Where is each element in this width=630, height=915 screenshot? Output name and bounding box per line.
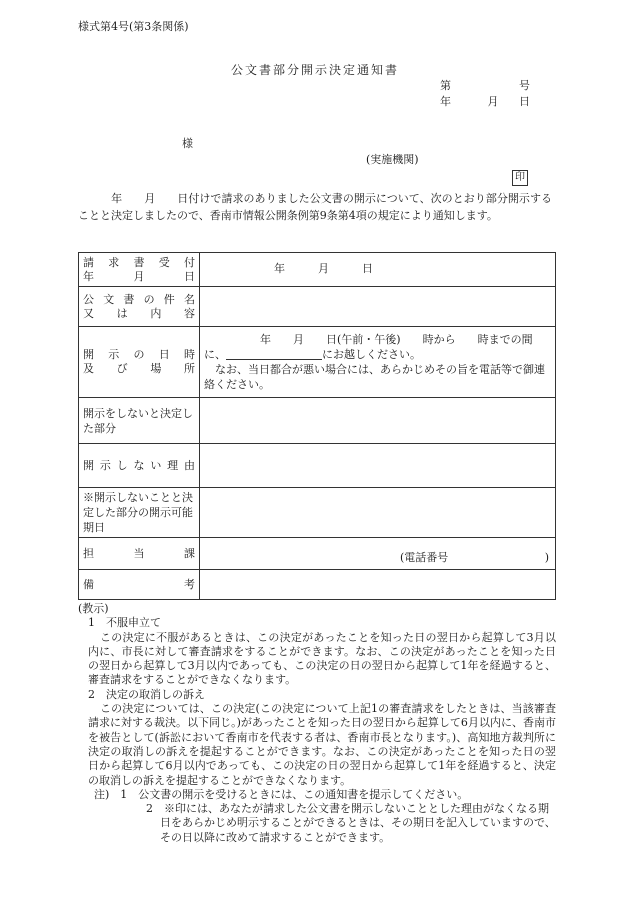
date-year: 年 — [440, 95, 451, 108]
receipt-date-value: 年 月 日 — [274, 262, 373, 276]
table-row — [79, 398, 556, 444]
disclosure-place-suffix: にお越しください。 — [322, 348, 421, 361]
decision-table — [78, 252, 556, 600]
nondisclosure-reason-label: 開示しない理由 — [83, 458, 195, 472]
instructions — [78, 602, 556, 845]
seal-mark: 印 — [512, 170, 528, 186]
form-number: 様式第4号(第3条関係) — [78, 20, 189, 33]
table-row — [79, 570, 556, 600]
addressee-suffix: 様 — [182, 137, 193, 150]
disclosable-date-label: ※開示しないことと決定した部分の開示可能期日 — [79, 488, 200, 538]
table-row — [79, 444, 556, 488]
disclosure-time-label-a: 開示の日時 — [83, 348, 195, 361]
date-month: 月 — [487, 95, 499, 108]
appeal-body: この決定に不服があるときは、この決定があったことを知った日の翌日から起算して3月以内に、市長に対して審査請求をすることができます。なお、この決定があったことを知った日の翌日から起算して3月以内であっても、この決定の日の翌日から起算して1年を経過すると、審査請求をすることができなくなります。 — [88, 630, 556, 687]
document-subject-label-b: 又は内容 — [83, 306, 195, 320]
document-subject-value — [200, 287, 556, 327]
table-row — [79, 488, 556, 538]
intro-paragraph: 年 月 日付けで請求のありました公文書の開示について、次のとおり部分開示することと決定しましたので、香南市情報公開条例第9条第4項の規定により通知します。 — [78, 192, 552, 222]
document-number — [440, 79, 530, 94]
document-title: 公文書部分開示決定通知書 — [230, 63, 399, 77]
disclosure-time-label-b: 及び場所 — [83, 362, 195, 375]
phone-label: (電話番号 — [400, 551, 449, 565]
disclosure-place-prefix: に、 — [204, 348, 226, 361]
number-suffix: 号 — [519, 79, 530, 92]
department-label: 担当課 — [83, 546, 195, 560]
document-subject-label-a: 公文書の件名 — [83, 292, 195, 306]
place-blank — [226, 359, 322, 360]
disclosure-note: なお、当日都合が悪い場合には、あらかじめその旨を電話等で御連絡ください。 — [204, 363, 545, 391]
undisclosed-part-label: 開示をしないと決定した部分 — [79, 398, 200, 444]
table-row — [79, 538, 556, 570]
lawsuit-body: この決定については、この決定(この決定について上記1の審査請求をしたときは、当該審査請求に対する裁決。以下同じ。)があったことを知った日の翌日から起算して6月以内に、香南市を被告として(訴訟において香南市を代表する者は、香南市長となります。)、高知地方裁判所に決定の取消しの訴えを提起することができます。なお、この決定があったことを知った日の翌日から起算して6月以内であっても、この決定の日の翌日から起算して1年を経過すると、決定の取消しの訴えを提起することができなくなります。 — [88, 702, 556, 787]
note-1: 注) 1 公文書の開示を受けるときには、この通知書を提示してください。 — [94, 787, 469, 801]
date-day: 日 — [519, 95, 530, 108]
phone-close: ) — [544, 551, 549, 565]
disclosure-time-line: 年 月 日(午前・午後) 時から 時までの間 — [260, 333, 533, 346]
document-date — [440, 95, 530, 110]
number-prefix: 第 — [440, 79, 451, 92]
implementing-agency: (実施機関) — [366, 153, 419, 166]
lawsuit-title: 2 決定の取消しの訴え — [88, 687, 205, 701]
appeal-title: 1 不服申立て — [88, 616, 161, 630]
table-row — [79, 287, 556, 327]
table-row — [79, 253, 556, 287]
receipt-date-label-b: 年月日 — [83, 269, 195, 283]
receipt-date-label-a: 請求書受付 — [83, 255, 195, 269]
remarks-label: 備考 — [83, 577, 195, 591]
note-2: 2 ※印には、あなたが請求した公文書を開示しないこととした理由がなくなる期日をあらかじめ明示することができるときは、その期日を記入していますので、その日以降に改めて請求することができます。 — [146, 802, 556, 844]
instructions-header: (教示) — [78, 602, 109, 615]
table-row — [79, 327, 556, 398]
